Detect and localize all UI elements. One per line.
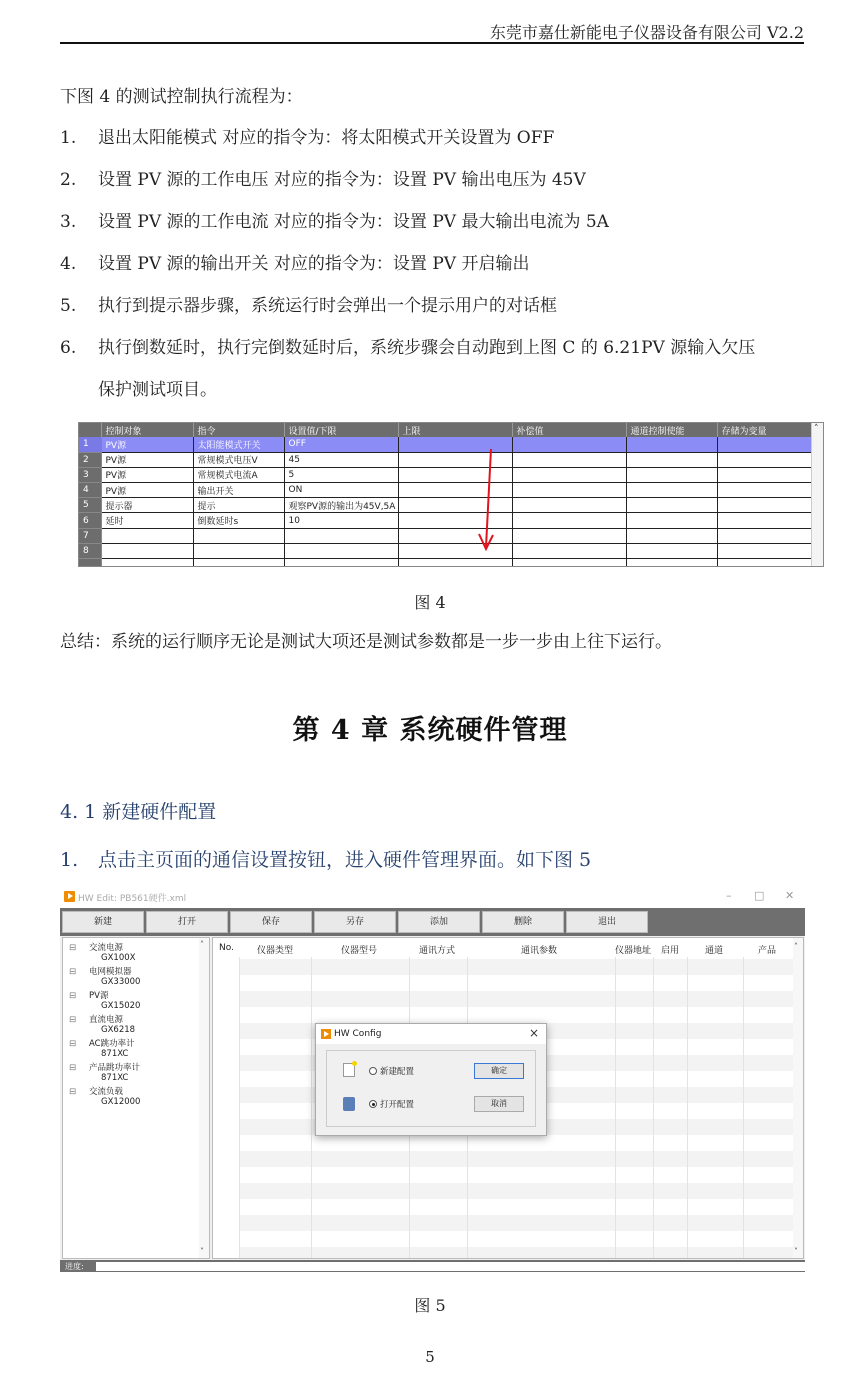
tree-leaf[interactable]: GX33000 bbox=[101, 977, 141, 987]
tree-node[interactable] bbox=[69, 989, 108, 1001]
table-cell[interactable]: 输出开关 bbox=[193, 483, 284, 498]
list-item-2 bbox=[60, 169, 586, 191]
collapse-icon[interactable]: ⊟ bbox=[69, 1063, 77, 1073]
tree-node-label: 交流电源 bbox=[89, 943, 124, 953]
new-config-radio[interactable] bbox=[369, 1065, 414, 1077]
tree-leaf[interactable]: GX100X bbox=[101, 953, 136, 963]
page-number: 5 bbox=[425, 1348, 435, 1366]
instruction-step bbox=[60, 845, 591, 872]
tree-node[interactable] bbox=[69, 1013, 123, 1025]
app-logo-icon bbox=[64, 891, 75, 902]
tree-node[interactable] bbox=[69, 1061, 140, 1073]
grid-row[interactable] bbox=[239, 959, 793, 975]
tree-leaf[interactable]: 871XC bbox=[101, 1049, 129, 1059]
scroll-down-icon[interactable]: ˅ bbox=[200, 1247, 204, 1256]
flow-down-arrow-icon bbox=[79, 423, 824, 567]
list-item-3 bbox=[60, 211, 609, 233]
new-file-icon bbox=[343, 1063, 355, 1077]
step-text: 点击主页面的通信设置按钮，进入硬件管理界面。如下图 5 bbox=[98, 849, 592, 871]
tree-leaf[interactable]: 871XC bbox=[101, 1073, 129, 1083]
tree-node-label: 直流电源 bbox=[89, 1015, 124, 1025]
hw-config-dialog bbox=[315, 1023, 547, 1136]
maximize-icon[interactable]: □ bbox=[754, 889, 765, 902]
grid-row[interactable] bbox=[239, 1215, 793, 1231]
list-item-5 bbox=[60, 295, 557, 317]
grid-row[interactable] bbox=[239, 1247, 793, 1259]
tree-node-label: PV源 bbox=[89, 991, 109, 1001]
table-cell[interactable]: 常规模式电流A bbox=[193, 467, 284, 482]
column-header[interactable]: 上限 bbox=[398, 423, 512, 437]
collapse-icon[interactable]: ⊟ bbox=[69, 943, 77, 953]
add-button[interactable]: 添加 bbox=[398, 911, 480, 933]
row-number: 4 bbox=[79, 483, 101, 498]
grid-header bbox=[213, 938, 803, 957]
new-button[interactable]: 新建 bbox=[62, 911, 144, 933]
list-item-4 bbox=[60, 253, 529, 275]
column-header[interactable]: 通道控制使能 bbox=[626, 423, 717, 437]
dialog-titlebar bbox=[316, 1024, 546, 1044]
radio-label: 打开配置 bbox=[380, 1100, 415, 1110]
column-header[interactable]: 通道 bbox=[705, 946, 724, 956]
open-config-radio[interactable] bbox=[369, 1098, 414, 1110]
tree-node[interactable] bbox=[69, 965, 132, 977]
instrument-tree bbox=[62, 937, 210, 1259]
window-title: HW Edit: PB561硬件.xml bbox=[78, 894, 187, 904]
list-item-6-continuation: 保护测试项目。 bbox=[98, 380, 217, 400]
row-number: 8 bbox=[79, 543, 101, 558]
list-number: 1. bbox=[60, 128, 77, 148]
table-cell[interactable]: 观察PV源的输出为45V,5A bbox=[284, 498, 398, 513]
progress-bar bbox=[96, 1262, 805, 1271]
column-header[interactable]: 产品 bbox=[758, 946, 777, 956]
grid-row[interactable] bbox=[239, 1183, 793, 1199]
collapse-icon[interactable]: ⊟ bbox=[69, 1087, 77, 1097]
list-text: 设置 PV 源的输出开关 对应的指令为：设置 PV 开启输出 bbox=[98, 254, 530, 274]
grid-divider bbox=[653, 957, 654, 1258]
list-number: 2. bbox=[60, 170, 77, 190]
ok-button[interactable]: 确定 bbox=[474, 1063, 524, 1079]
app-logo-icon bbox=[321, 1029, 331, 1039]
grid-row[interactable] bbox=[239, 1151, 793, 1167]
column-header[interactable]: 补偿值 bbox=[512, 423, 626, 437]
list-text: 设置 PV 源的工作电压 对应的指令为：设置 PV 输出电压为 45V bbox=[98, 170, 586, 190]
table-cell[interactable]: PV源 bbox=[101, 483, 193, 498]
scroll-up-icon[interactable]: ˄ bbox=[814, 424, 819, 434]
column-header[interactable]: 仪器类型 bbox=[257, 946, 294, 956]
window-titlebar bbox=[60, 886, 805, 908]
table-cell[interactable]: 10 bbox=[284, 513, 398, 528]
tree-node-label: 交流负载 bbox=[89, 1087, 124, 1097]
radio-label: 新建配置 bbox=[380, 1067, 415, 1077]
cancel-button[interactable]: 取消 bbox=[474, 1096, 524, 1112]
table-cell[interactable]: 提示 bbox=[193, 498, 284, 513]
exit-button[interactable]: 退出 bbox=[566, 911, 648, 933]
column-header[interactable]: 指令 bbox=[193, 423, 284, 437]
progress-label: 进度: bbox=[65, 1262, 84, 1271]
tree-node-label: 电网模拟器 bbox=[89, 967, 132, 977]
table-cell[interactable]: PV源 bbox=[101, 467, 193, 482]
row-number: 5 bbox=[79, 498, 101, 513]
row-number: 7 bbox=[79, 528, 101, 543]
tree-node[interactable] bbox=[69, 1037, 135, 1049]
grid-row[interactable] bbox=[239, 991, 793, 1007]
table-cell[interactable]: 5 bbox=[284, 467, 398, 482]
table-cell[interactable]: 常规模式电压V bbox=[193, 452, 284, 467]
column-header[interactable]: 设置值/下限 bbox=[284, 423, 398, 437]
column-header[interactable]: 仪器型号 bbox=[341, 946, 378, 956]
row-number: 3 bbox=[79, 467, 101, 482]
tree-leaf[interactable]: GX15020 bbox=[101, 1001, 141, 1011]
scroll-up-icon[interactable]: ˄ bbox=[200, 940, 204, 949]
collapse-icon[interactable]: ⊟ bbox=[69, 967, 77, 977]
collapse-icon[interactable]: ⊟ bbox=[69, 991, 77, 1001]
open-folder-icon bbox=[343, 1097, 355, 1111]
status-bar bbox=[60, 1260, 805, 1272]
grid-divider bbox=[239, 957, 240, 1258]
collapse-icon[interactable]: ⊟ bbox=[69, 1015, 77, 1025]
figure-4-caption: 图 4 bbox=[414, 593, 446, 612]
list-text: 设置 PV 源的工作电流 对应的指令为：设置 PV 最大输出电流为 5A bbox=[98, 212, 609, 232]
tree-scrollbar[interactable] bbox=[199, 938, 209, 1258]
grid-divider bbox=[615, 957, 616, 1258]
column-header[interactable]: 仪器地址 bbox=[615, 946, 652, 956]
grid-scrollbar[interactable] bbox=[793, 938, 803, 1258]
table-cell[interactable]: 倒数延时s bbox=[193, 513, 284, 528]
grid-divider bbox=[743, 957, 744, 1258]
list-text: 执行到提示器步骤，系统运行时会弹出一个提示用户的对话框 bbox=[98, 296, 557, 316]
column-header[interactable]: 通讯方式 bbox=[419, 946, 456, 956]
column-header[interactable]: 启用 bbox=[661, 946, 680, 956]
list-item-1 bbox=[60, 127, 554, 149]
close-icon[interactable]: × bbox=[528, 1026, 539, 1040]
dialog-title: HW Config bbox=[334, 1029, 382, 1039]
table-cell[interactable]: 延时 bbox=[101, 513, 193, 528]
list-number: 6. bbox=[60, 338, 77, 358]
header-rule bbox=[60, 42, 804, 44]
tree-node[interactable] bbox=[69, 941, 123, 953]
row-number: 2 bbox=[79, 452, 101, 467]
column-header[interactable]: 控制对象 bbox=[101, 423, 193, 437]
list-number: 3. bbox=[60, 212, 77, 232]
tree-node[interactable] bbox=[69, 1085, 123, 1097]
grid-divider bbox=[311, 957, 312, 1258]
minimize-icon[interactable]: – bbox=[726, 889, 732, 902]
table-cell[interactable]: PV源 bbox=[101, 437, 193, 452]
scroll-down-icon[interactable]: ˅ bbox=[794, 1247, 798, 1256]
list-text: 执行倒数延时，执行完倒数延时后，系统步骤会自动跑到上图 C 的 6.21PV 源输入欠压 bbox=[98, 338, 756, 358]
collapse-icon[interactable]: ⊟ bbox=[69, 1039, 77, 1049]
step-number: 1. bbox=[60, 849, 79, 871]
table-cell[interactable]: ON bbox=[284, 483, 398, 498]
table-cell[interactable]: OFF bbox=[284, 437, 398, 452]
list-item-6 bbox=[60, 337, 755, 359]
column-header[interactable]: 通讯参数 bbox=[521, 946, 558, 956]
list-text: 退出太阳能模式 对应的指令为：将太阳模式开关设置为 OFF bbox=[98, 128, 555, 148]
tree-leaf[interactable]: GX12000 bbox=[101, 1097, 141, 1107]
open-button[interactable]: 打开 bbox=[146, 911, 228, 933]
summary-paragraph: 总结：系统的运行顺序无论是测试大项还是测试参数都是一步一步由上往下运行。 bbox=[60, 632, 672, 652]
radio-circle[interactable] bbox=[369, 1100, 377, 1108]
document-header: 东莞市嘉仕新能电子仪器设备有限公司 V2.2 bbox=[489, 23, 804, 42]
figure-5-caption: 图 5 bbox=[414, 1296, 446, 1315]
radio-circle[interactable] bbox=[369, 1067, 377, 1075]
table-cell[interactable]: 提示器 bbox=[101, 498, 193, 513]
dialog-options-panel bbox=[326, 1050, 536, 1127]
hw-edit-window bbox=[60, 886, 805, 1272]
table-cell[interactable]: PV源 bbox=[101, 452, 193, 467]
grid-divider bbox=[687, 957, 688, 1258]
column-header[interactable]: 存储为变量 bbox=[717, 423, 813, 437]
section-title: 4. 1 新建硬件配置 bbox=[60, 801, 217, 823]
row-number: 1 bbox=[79, 437, 101, 452]
close-icon[interactable]: ✕ bbox=[785, 889, 795, 902]
toolbar bbox=[60, 908, 805, 936]
delete-button[interactable]: 删除 bbox=[482, 911, 564, 933]
arrow-shaft bbox=[486, 449, 491, 547]
save-button[interactable]: 保存 bbox=[230, 911, 312, 933]
figure-4-step-table bbox=[78, 422, 824, 567]
column-header[interactable]: No. bbox=[219, 943, 234, 953]
save-as-button[interactable]: 另存 bbox=[314, 911, 396, 933]
scroll-up-icon[interactable]: ˄ bbox=[794, 942, 798, 951]
table-cell[interactable]: 45 bbox=[284, 452, 398, 467]
list-number: 4. bbox=[60, 254, 77, 274]
tree-leaf[interactable]: GX6218 bbox=[101, 1025, 136, 1035]
list-number: 5. bbox=[60, 296, 77, 316]
row-number: 6 bbox=[79, 513, 101, 528]
tree-node-label: 产品跳功率计 bbox=[89, 1063, 141, 1073]
chapter-title: 第 4 章 系统硬件管理 bbox=[292, 715, 568, 746]
tree-node-label: AC跳功率计 bbox=[89, 1039, 135, 1049]
intro-paragraph: 下图 4 的测试控制执行流程为： bbox=[60, 87, 303, 107]
table-cell[interactable]: 太阳能模式开关 bbox=[193, 437, 284, 452]
